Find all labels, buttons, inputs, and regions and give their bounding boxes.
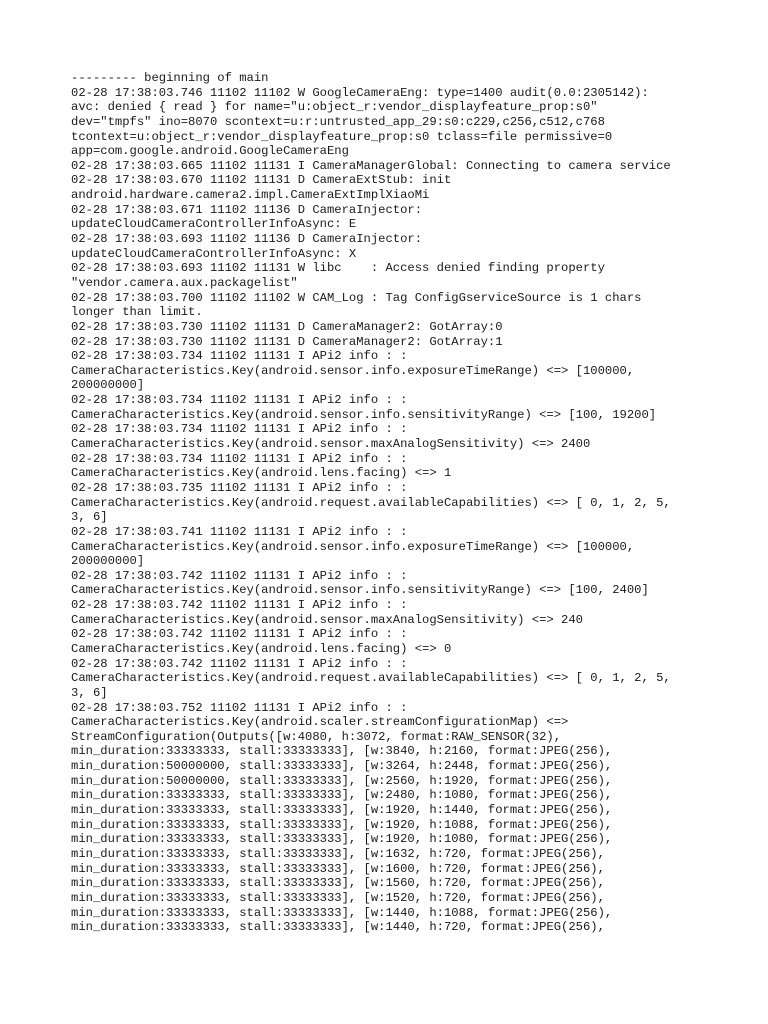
- log-line: CameraCharacteristics.Key(android.lens.facing) <=> 1: [71, 466, 452, 481]
- log-line: 02-28 17:38:03.671 11102 11136 D CameraInjector:: [71, 202, 423, 217]
- log-line: CameraCharacteristics.Key(android.lens.facing) <=> 0: [71, 641, 452, 656]
- log-line: 02-28 17:38:03.742 11102 11131 I APi2 info : :: [71, 568, 408, 583]
- log-line: 200000000]: [71, 554, 145, 569]
- log-line: dev="tmpfs" ino=8070 scontext=u:r:untrusted_app_29:s0:c229,c256,c512,c768: [71, 114, 605, 129]
- log-line: updateCloudCameraControllerInfoAsync: X: [71, 246, 357, 261]
- log-line: 02-28 17:38:03.742 11102 11131 I APi2 info : :: [71, 656, 408, 671]
- log-line: CameraCharacteristics.Key(android.scaler.streamConfigurationMap) <=>: [71, 715, 569, 730]
- log-line: 02-28 17:38:03.734 11102 11131 I APi2 info : :: [71, 422, 408, 437]
- log-line: 02-28 17:38:03.693 11102 11136 D CameraInjector:: [71, 232, 423, 247]
- log-line: min_duration:33333333, stall:33333333], [w:2480, h:1080, format:JPEG(256),: [71, 788, 613, 803]
- log-line: CameraCharacteristics.Key(android.sensor.maxAnalogSensitivity) <=> 240: [71, 612, 583, 627]
- log-line: longer than limit.: [71, 305, 203, 320]
- log-line: min_duration:33333333, stall:33333333], [w:1632, h:720, format:JPEG(256),: [71, 846, 605, 861]
- log-line: 02-28 17:38:03.734 11102 11131 I APi2 info : :: [71, 393, 408, 408]
- log-line: 02-28 17:38:03.700 11102 11102 W CAM_Log : Tag ConfigGserviceSource is 1 chars: [71, 290, 642, 305]
- log-line: min_duration:50000000, stall:33333333], [w:3264, h:2448, format:JPEG(256),: [71, 759, 613, 774]
- log-line: CameraCharacteristics.Key(android.sensor.info.sensitivityRange) <=> [100, 2400]: [71, 583, 649, 598]
- log-line: app=com.google.android.GoogleCameraEng: [71, 144, 349, 159]
- log-line: 02-28 17:38:03.746 11102 11102 W GoogleCameraEng: type=1400 audit(0.0:2305142):: [71, 85, 649, 100]
- log-line: min_duration:33333333, stall:33333333], [w:1520, h:720, format:JPEG(256),: [71, 890, 605, 905]
- log-line: 02-28 17:38:03.741 11102 11131 I APi2 info : :: [71, 524, 408, 539]
- log-line: min_duration:33333333, stall:33333333], [w:1920, h:1080, format:JPEG(256),: [71, 832, 613, 847]
- log-line: --------- beginning of main: [71, 71, 269, 85]
- log-line: CameraCharacteristics.Key(android.sensor.maxAnalogSensitivity) <=> 2400: [71, 437, 591, 452]
- log-line: min_duration:50000000, stall:33333333], [w:2560, h:1920, format:JPEG(256),: [71, 773, 613, 788]
- log-line: android.hardware.camera2.impl.CameraExtImplXiaoMi: [71, 188, 430, 203]
- log-line: CameraCharacteristics.Key(android.request.availableCapabilities) <=> [ 0, 1, 2, 5,: [71, 671, 671, 686]
- log-document: [71, 71, 751, 935]
- log-line: min_duration:33333333, stall:33333333], [w:1920, h:1440, format:JPEG(256),: [71, 803, 613, 818]
- log-line: min_duration:33333333, stall:33333333], [w:1440, h:1088, format:JPEG(256),: [71, 905, 613, 920]
- log-line: "vendor.camera.aux.packagelist": [71, 275, 298, 290]
- log-line: 02-28 17:38:03.734 11102 11131 I APi2 info : :: [71, 349, 408, 364]
- log-line: 3, 6]: [71, 510, 108, 525]
- log-line: 02-28 17:38:03.742 11102 11131 I APi2 info : :: [71, 598, 408, 613]
- log-line: min_duration:33333333, stall:33333333], [w:1440, h:720, format:JPEG(256),: [71, 920, 605, 935]
- log-line: 02-28 17:38:03.734 11102 11131 I APi2 info : :: [71, 451, 408, 466]
- log-line: 02-28 17:38:03.693 11102 11131 W libc : Access denied finding property: [71, 261, 605, 276]
- log-line: min_duration:33333333, stall:33333333], [w:1600, h:720, format:JPEG(256),: [71, 861, 605, 876]
- log-line: 3, 6]: [71, 685, 108, 700]
- log-line: tcontext=u:object_r:vendor_displayfeature_prop:s0 tclass=file permissive=0: [71, 129, 613, 144]
- log-line: CameraCharacteristics.Key(android.sensor.info.sensitivityRange) <=> [100, 19200]: [71, 407, 657, 422]
- log-line: min_duration:33333333, stall:33333333], [w:1920, h:1088, format:JPEG(256),: [71, 817, 613, 832]
- log-line: CameraCharacteristics.Key(android.sensor.info.exposureTimeRange) <=> [100000,: [71, 363, 635, 378]
- log-line: 02-28 17:38:03.730 11102 11131 D CameraManager2: GotArray:1: [71, 334, 503, 349]
- log-line: min_duration:33333333, stall:33333333], [w:3840, h:2160, format:JPEG(256),: [71, 744, 613, 759]
- log-line: 02-28 17:38:03.752 11102 11131 I APi2 info : :: [71, 700, 408, 715]
- log-line: StreamConfiguration(Outputs([w:4080, h:3072, format:RAW_SENSOR(32),: [71, 729, 562, 744]
- log-line: CameraCharacteristics.Key(android.request.availableCapabilities) <=> [ 0, 1, 2, 5,: [71, 495, 671, 510]
- log-line: 02-28 17:38:03.730 11102 11131 D CameraManager2: GotArray:0: [71, 319, 503, 334]
- log-line: 200000000]: [71, 378, 145, 393]
- log-line: 02-28 17:38:03.665 11102 11131 I CameraManagerGlobal: Connecting to camera service: [71, 158, 671, 173]
- log-line: 02-28 17:38:03.670 11102 11131 D CameraExtStub: init: [71, 173, 452, 188]
- log-line: min_duration:33333333, stall:33333333], [w:1560, h:720, format:JPEG(256),: [71, 876, 605, 891]
- log-line: CameraCharacteristics.Key(android.sensor.info.exposureTimeRange) <=> [100000,: [71, 539, 635, 554]
- log-line: avc: denied { read } for name="u:object_r:vendor_displayfeature_prop:s0": [71, 100, 598, 115]
- log-line: updateCloudCameraControllerInfoAsync: E: [71, 217, 357, 232]
- log-line: 02-28 17:38:03.735 11102 11131 I APi2 info : :: [71, 480, 408, 495]
- log-line: 02-28 17:38:03.742 11102 11131 I APi2 info : :: [71, 627, 408, 642]
